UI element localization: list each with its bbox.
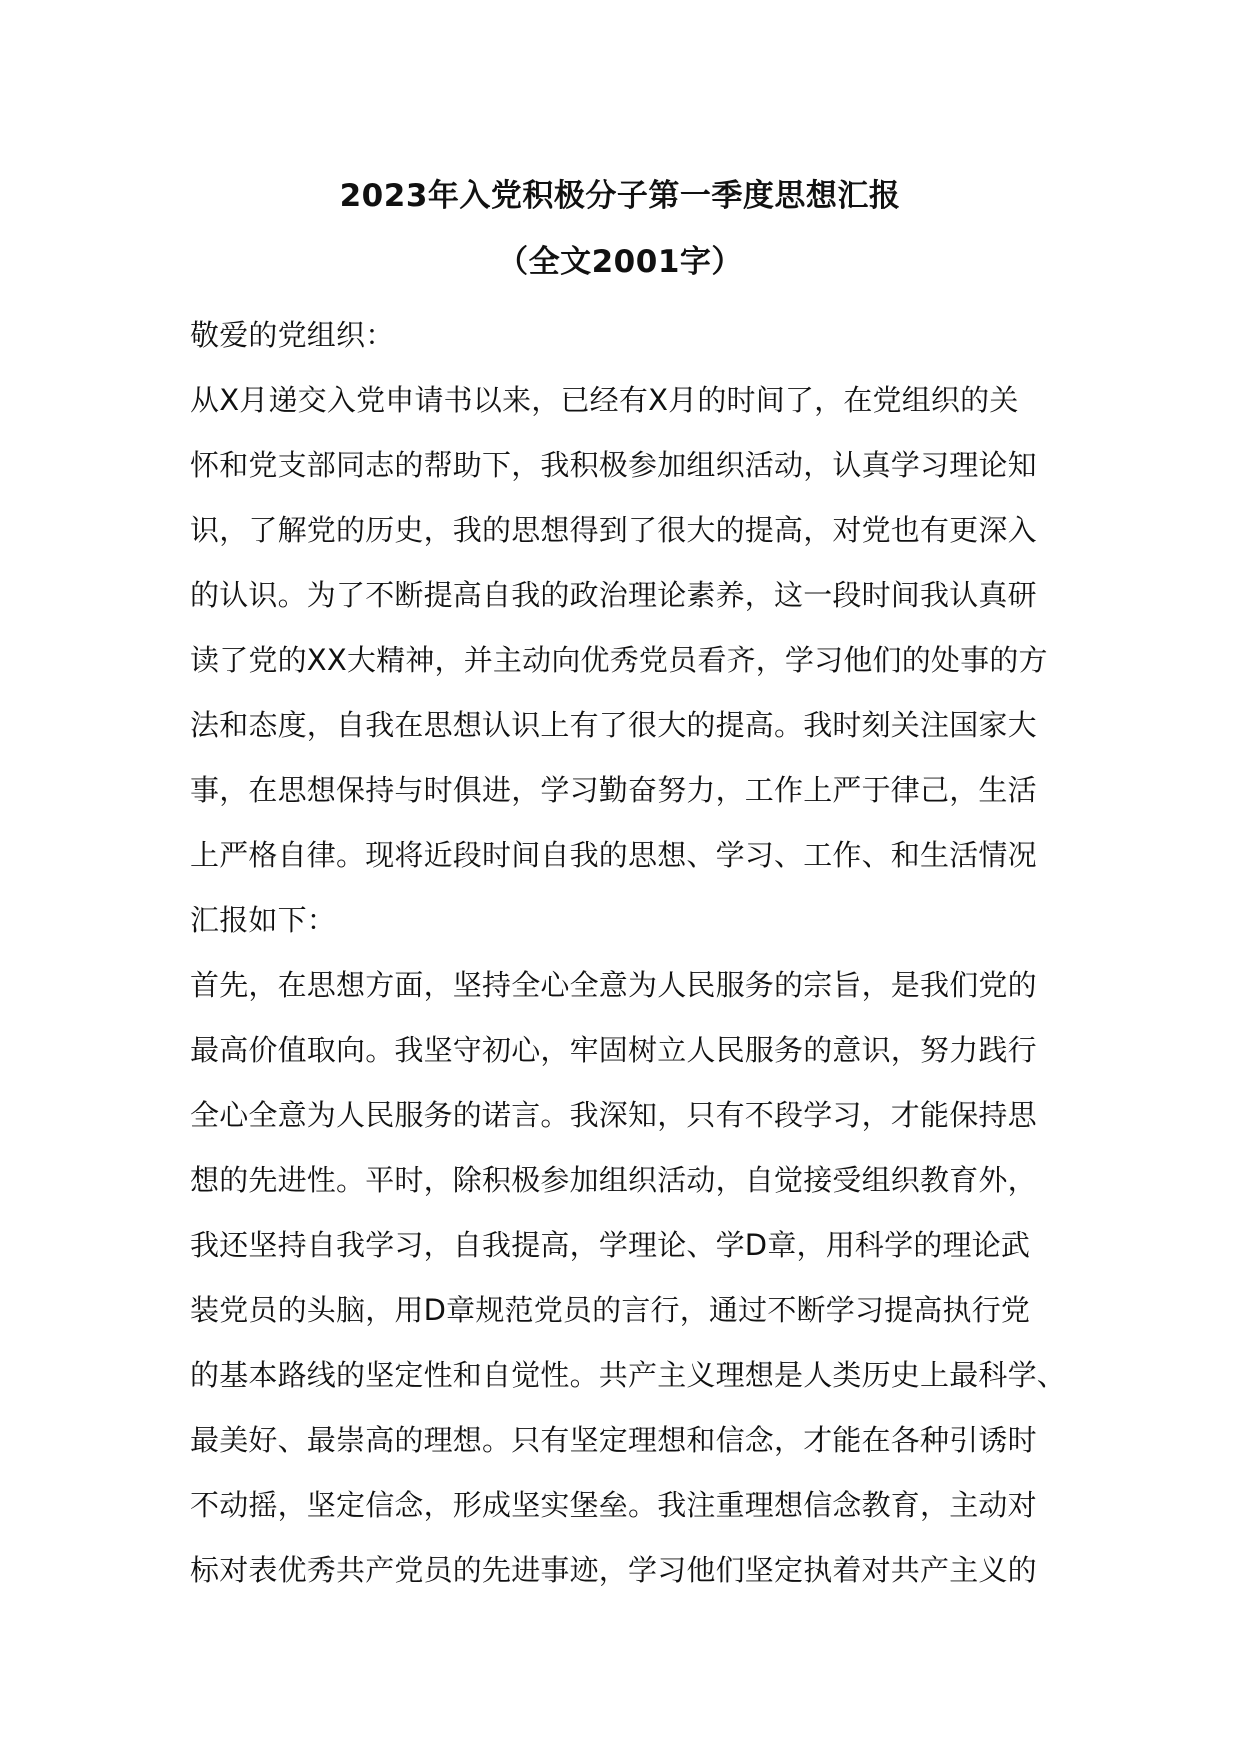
body-line: 从X月递交入党申请书以来，已经有X月的时间了，在党组织的关: [190, 383, 1019, 417]
body-line: 最高价值取向。我坚守初心，牢固树立人民服务的意识，努力践行: [190, 1033, 1037, 1067]
body-line: 的基本路线的坚定性和自觉性。共产主义理想是人类历史上最科学、: [190, 1358, 1067, 1392]
body-line: 法和态度，自我在思想认识上有了很大的提高。我时刻关注国家大: [190, 708, 1037, 742]
body-line: 怀和党支部同志的帮助下，我积极参加组织活动，认真学习理论知: [190, 448, 1037, 482]
body-line: 读了党的XX大精神，并主动向优秀党员看齐，学习他们的处事的方: [190, 643, 1048, 677]
body-line: 装党员的头脑，用D章规范党员的言行，通过不断学习提高执行党: [190, 1293, 1031, 1327]
document-subtitle: （全文2001字）: [497, 244, 743, 280]
document-body: [190, 303, 1070, 1603]
body-line: 上严格自律。现将近段时间自我的思想、学习、工作、和生活情况: [190, 838, 1037, 872]
document-title: 2023年入党积极分子第一季度思想汇报: [339, 178, 901, 214]
body-line: 不动摇，坚定信念，形成坚实堡垒。我注重理想信念教育，主动对: [190, 1488, 1037, 1522]
body-line: 事，在思想保持与时俱进，学习勤奋努力，工作上严于律己，生活: [190, 773, 1037, 807]
body-line: 想的先进性。平时，除积极参加组织活动，自觉接受组织教育外，: [190, 1163, 1037, 1197]
salutation: 敬爱的党组织：: [190, 318, 395, 352]
body-line: 全心全意为人民服务的诺言。我深知，只有不段学习，才能保持思: [190, 1098, 1037, 1132]
body-line: 我还坚持自我学习，自我提高，学理论、学D章，用科学的理论武: [190, 1228, 1031, 1262]
body-line: 的认识。为了不断提高自我的政治理论素养，这一段时间我认真研: [190, 578, 1037, 612]
body-line: 标对表优秀共产党员的先进事迹，学习他们坚定执着对共产主义的: [190, 1553, 1037, 1587]
body-line: 最美好、最崇高的理想。只有坚定理想和信念，才能在各种引诱时: [190, 1423, 1037, 1457]
body-line: 首先，在思想方面，坚持全心全意为人民服务的宗旨，是我们党的: [190, 968, 1037, 1002]
body-line: 汇报如下：: [190, 903, 337, 937]
body-line: 识，了解党的历史，我的思想得到了很大的提高，对党也有更深入: [190, 513, 1037, 547]
